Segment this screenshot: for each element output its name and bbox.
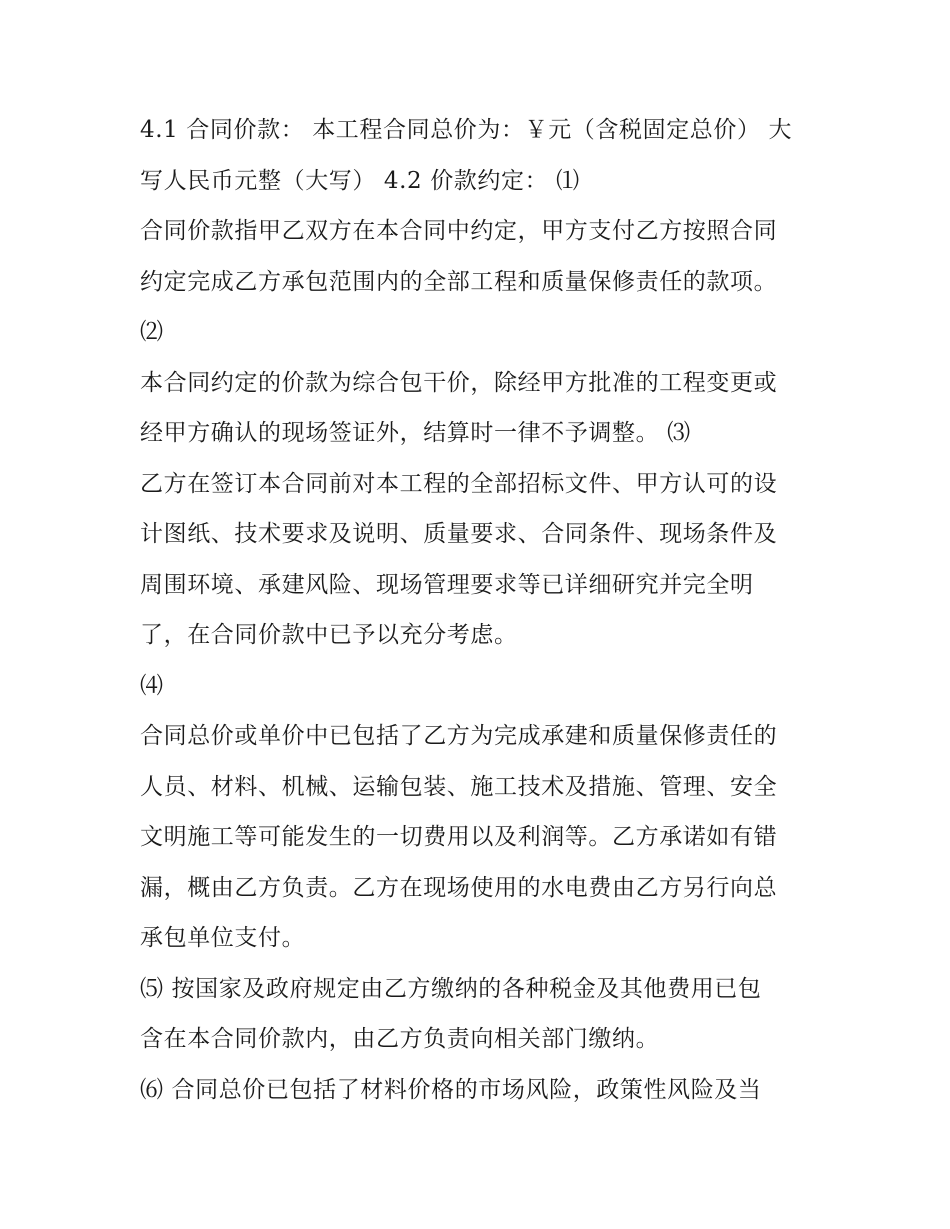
text-line: 4.1 合同价款： 本工程合同总价为：￥元（含税固定总价） 大 [140, 117, 793, 143]
text-line: 合同总价或单价中已包括了乙方为完成承建和质量保修责任的 [140, 723, 778, 749]
text-line: 合同价款指甲乙双方在本合同中约定，甲方支付乙方按照合同 [140, 218, 778, 244]
text-line: 本合同约定的价款为综合包干价，除经甲方批准的工程变更或 [140, 369, 778, 396]
text-line: 计图纸、技术要求及说明、质量要求、合同条件、现场条件及 [140, 521, 778, 547]
text-line: ⑹ 合同总价已包括了材料价格的市场风险，政策性风险及当 [140, 1076, 762, 1103]
document-page [140, 105, 820, 1115]
text-line: 含在本合同价款内，由乙方负责向相关部门缴纳。 [140, 1026, 660, 1052]
text-line: 承包单位支付。 [140, 925, 306, 951]
text-line: 写人民币元整（大写） 4.2 价款约定： ⑴ [140, 167, 580, 194]
text-line: 约定完成乙方承包范围内的全部工程和质量保修责任的款项。 [140, 268, 778, 295]
text-line: 周围环境、承建风险、现场管理要求等已详细研究并完全明 [140, 571, 754, 598]
text-line: ⑷ [140, 672, 164, 699]
text-line: 文明施工等可能发生的一切费用以及利润等。乙方承诺如有错 [140, 824, 778, 850]
text-line: 经甲方确认的现场签证外，结算时一律不予调整。 ⑶ [140, 420, 691, 446]
text-line: 了，在合同价款中已予以充分考虑。 [140, 622, 518, 648]
text-line: ⑸ 按国家及政府规定由乙方缴纳的各种税金及其他费用已包 [140, 975, 762, 1002]
text-line: 乙方在签订本合同前对本工程的全部招标文件、甲方认可的设 [140, 470, 778, 497]
text-line: 漏，概由乙方负责。乙方在现场使用的水电费由乙方另行向总 [140, 874, 778, 901]
text-line: 人员、材料、机械、运输包装、施工技术及措施、管理、安全 [140, 773, 778, 800]
text-line: ⑵ [140, 319, 164, 345]
